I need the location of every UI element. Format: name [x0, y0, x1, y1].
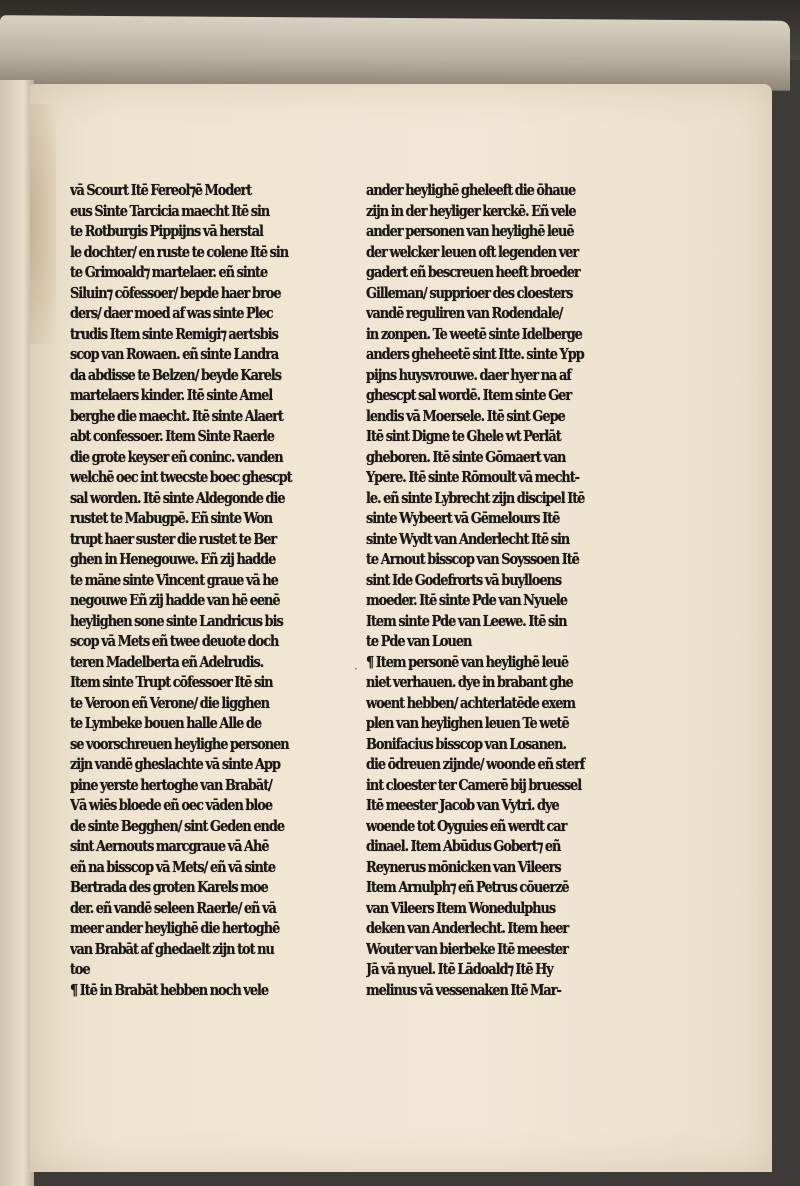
text-line: de sinte Begghen/ sint Geden ende — [70, 816, 285, 835]
text-line: ¶ Item personē van heylighē leuē — [366, 652, 569, 671]
text-line: abt confessoer. Item Sinte Raerle — [70, 427, 274, 445]
text-line: te Grimoald⁊ martelaer. eñ sinte — [70, 263, 268, 281]
text-line: Bonifacius bisscop van Losanen. — [366, 734, 566, 753]
text-line: lendis vā Moersele. Itē sint Gepe — [366, 406, 565, 425]
text-line: der. eñ vandē seleen Raerle/ eñ vā — [70, 898, 276, 917]
text-line: da abdisse te Belzen/ beyde Karels — [70, 365, 281, 384]
text-line: te Arnout bisscop van Soyssoen Itē — [366, 550, 579, 568]
text-line: melinus vā vessenaken Itē Mar- — [366, 980, 561, 999]
text-line: Wouter van bierbeke Itē meester — [366, 939, 568, 958]
text-line: Item sinte Pde van Leewe. Itē sin — [366, 611, 567, 630]
text-line: le. eñ sinte Lybrecht zijn discipel Itē — [366, 488, 585, 507]
left-text-column — [70, 180, 324, 1000]
page-block-edge — [0, 15, 790, 91]
text-line: sinte Wybeert vā Gēmelours Itē — [366, 509, 560, 527]
text-line: Item sinte Trupt cōfessoer Itē sin — [70, 673, 273, 691]
left-page-edge — [0, 80, 34, 1186]
text-line: scop vā Mets eñ twee deuote doch — [70, 632, 279, 650]
text-line: int cloester ter Camerē bij bruessel — [366, 775, 582, 794]
text-line: der welcker leuen oft legenden ver — [366, 242, 579, 261]
text-line: deken van Anderlecht. Item heer — [366, 919, 569, 937]
text-line: gadert eñ bescreuen heeft broeder — [366, 263, 580, 281]
text-line: eus Sinte Tarcicia maecht Itē sin — [70, 201, 270, 220]
text-line: die ōdreuen zijnde/ woonde eñ sterf — [366, 755, 585, 773]
text-line: plen van heylighen leuen Te wetē — [366, 714, 569, 732]
text-line: meer ander heylighē die hertoghē — [70, 919, 280, 937]
text-line: te māne sinte Vincent graue vā he — [70, 570, 278, 589]
text-line: sal worden. Itē sinte Aldegonde die — [70, 488, 285, 507]
text-line: Reynerus mōnicken van Vileers — [366, 857, 561, 876]
text-line: berghe die maecht. Itē sinte Alaert — [70, 406, 283, 425]
text-line: Gilleman/ supprioer des cloesters — [366, 283, 573, 302]
text-line: te Pde van Louen — [366, 632, 472, 650]
text-line: ghescpt sal wordē. Item sinte Ger — [366, 386, 572, 404]
text-line: Item Arnulph⁊ eñ Petrus cōuerzē — [366, 878, 569, 896]
text-line: ¶ Itē in Brabāt hebben noch vele — [70, 980, 269, 999]
text-line: van Brabāt af ghedaelt zijn tot nu — [70, 939, 274, 958]
text-line: ander heylighē gheleeft die ōhaue — [366, 181, 576, 199]
text-line: sint Ide Godefrorts vā buylloens — [366, 570, 562, 589]
text-line: die grote keyser eñ coninc. vanden — [70, 447, 283, 466]
text-line: Siluin⁊ cōfessoer/ bepde haer broe — [70, 283, 281, 302]
text-line: pine yerste hertoghe van Brabāt/ — [70, 775, 272, 794]
text-line: teren Madelberta eñ Adelrudis. — [70, 652, 264, 671]
text-line: zijn in der heyliger kerckē. Eñ vele — [366, 201, 576, 220]
text-line: te Rotburgis Pippijns vā herstal — [70, 222, 263, 240]
text-line: ghen in Henegouwe. Eñ zij hadde — [70, 550, 276, 568]
text-line: woent hebben/ achterlatēde exem — [366, 693, 576, 712]
text-line: le dochter/ en ruste te colene Itē sin — [70, 242, 289, 261]
text-line: ander personen van heylighē leuē — [366, 222, 574, 240]
text-line: van Vileers Item Wonedulphus — [366, 898, 556, 917]
text-line: Ypere. Itē sinte Rōmoult vā mecht- — [366, 468, 579, 486]
text-line: trudis Item sinte Remigi⁊ aertsbis — [70, 324, 278, 343]
text-line: heylighen sone sinte Landricus bis — [70, 611, 283, 630]
margin-mark: · — [354, 662, 358, 676]
text-line: sint Aernouts marcgraue vā Ahē — [70, 837, 269, 855]
text-line: in zonpen. Te weetē sinte Idelberge — [366, 324, 582, 343]
text-line: vā Scourt Itē Fereol⁊ē Modert — [70, 181, 252, 199]
text-line: toe — [70, 960, 90, 978]
text-line: trupt haer suster die rustet te Ber — [70, 529, 277, 548]
text-line: sinte Wydt van Anderlecht Itē sin — [366, 529, 570, 548]
text-line: moeder. Itē sinte Pde van Nyuele — [366, 591, 567, 609]
text-line: Itē sint Digne te Ghele wt Perlāt — [366, 427, 561, 445]
text-line: gheboren. Itē sinte Gōmaert van — [366, 447, 566, 466]
text-line: te Veroon eñ Verone/ die ligghen — [70, 693, 269, 712]
text-line: Vā wiēs bloede eñ oec vāden bloe — [70, 796, 273, 814]
text-line: pijns huysvrouwe. daer hyer na af — [366, 365, 571, 384]
text-line: zijn vandē gheslachte vā sinte App — [70, 755, 280, 773]
right-text-column — [366, 180, 628, 1000]
text-line: woende tot Oyguies eñ werdt car — [366, 816, 567, 835]
book-page — [30, 84, 772, 1172]
text-line: Bertrada des groten Karels moe — [70, 878, 268, 896]
text-line: eñ na bisscop vā Mets/ eñ vā sinte — [70, 857, 276, 876]
text-line: Itē meester Jacob van Vytri. dye — [366, 796, 559, 814]
page-stain — [30, 104, 56, 344]
text-line: rustet te Mabugpē. Eñ sinte Won — [70, 509, 273, 527]
text-line: martelaers kinder. Itē sinte Amel — [70, 386, 273, 404]
text-line: ders/ daer moed af was sinte Plec — [70, 304, 273, 322]
text-line: welchē oec int twecste boec ghescpt — [70, 468, 292, 486]
text-line: dinael. Item Abūdus Gobert⁊ eñ — [366, 837, 561, 855]
text-line: Jā vā nyuel. Itē Lādoald⁊ Itē Hy — [366, 960, 553, 978]
text-line: negouwe Eñ zij hadde van hē eenē — [70, 591, 280, 609]
text-line: scop van Rowaen. eñ sinte Landra — [70, 345, 279, 363]
text-line: te Lymbeke bouen halle Alle de — [70, 714, 262, 732]
text-line: vandē reguliren van Rodendale/ — [366, 304, 563, 322]
text-line: anders gheheetē sint Itte. sinte Ypp — [366, 345, 584, 363]
text-line: se voorschreuen heylighe personen — [70, 734, 289, 753]
text-line: niet verhauen. dye in brabant ghe — [366, 673, 573, 691]
